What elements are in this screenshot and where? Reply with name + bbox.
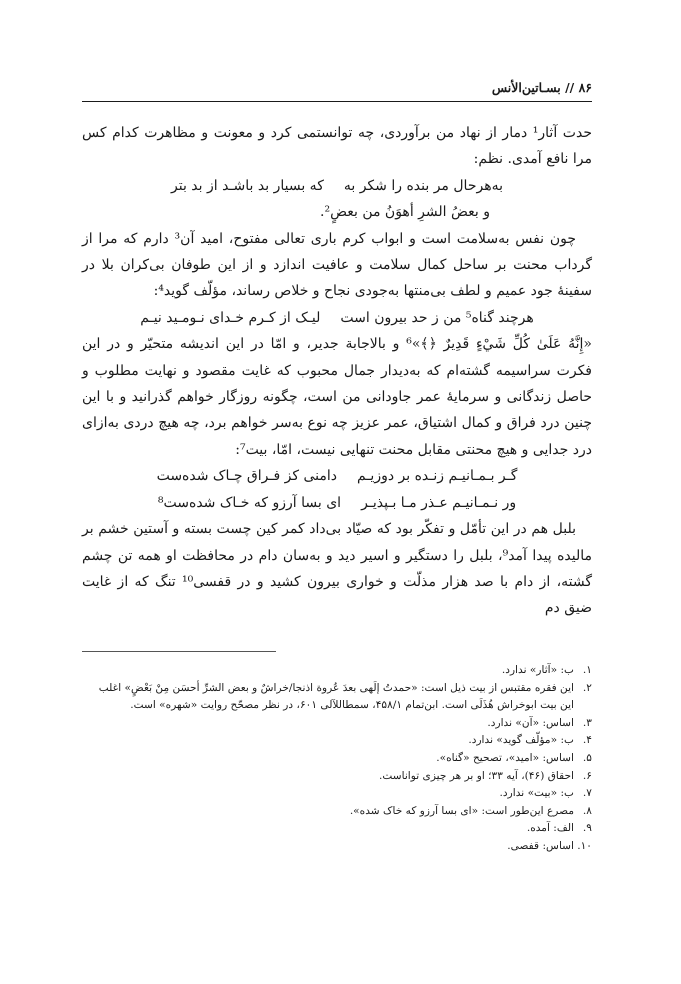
footnote — [82, 715, 592, 733]
verse-4 — [82, 463, 592, 489]
footnote-number: ۵. — [582, 751, 592, 764]
footnote — [82, 785, 592, 803]
verse-1-hemistich-a: به‌هرحال مر بنده را شکر به — [343, 177, 503, 194]
verse-1 — [82, 173, 592, 199]
footnote — [82, 803, 592, 821]
footnotes — [82, 662, 592, 856]
verse-3-hemistich-b: لیـک از کـرم خـدای نـومـید نیـم — [140, 309, 321, 326]
footnote-text: این فقره مقتبس از بیت ذیل است: «حمدتُ إلَهی بعدَ عُروة اذنجا/خراشٌ و بعض الشرِّ أحسَن مِنْ بَعْضٍ» اغلب این بیت ابوخراش هُذَلَی است. ابن‌تمام ۴۵۸/۱، سمطاللآلی ۶۰۱، در نظر مصحّح روایت «شهره» است. — [98, 681, 574, 712]
verse-5-hemistich-b: ای بسا آرزو که خـاک شده‌ست⁸ — [157, 494, 342, 511]
verse-2 — [82, 199, 592, 225]
footnote-text: ب: «مؤلّف گوید» ندارد. — [468, 734, 574, 747]
footnote-number: ۲. — [582, 681, 592, 694]
running-header: ۸۶ // بسـاتین‌الأنس — [491, 80, 592, 95]
footnote-number: ۳. — [582, 716, 592, 729]
verse-5-hemistich-a: ور نـمـانیـم عـذر مـا بـپذیـر — [361, 494, 517, 511]
footnote-text: احقاق (۴۶)، آیه ۳۳؛ او بر هر چیزی تواناست. — [378, 769, 574, 782]
footnote — [82, 838, 592, 856]
footnote — [82, 750, 592, 768]
footnote-number: ۶. — [582, 769, 592, 782]
verse-2-line: و بعضُ الشرِ أهوَنُ من بعضٍ². — [319, 204, 490, 221]
footnote-number: ۷. — [582, 787, 592, 800]
paragraph-2: چون نفس به‌سلامت است و ابواب کرم باری تعالی مفتوح، امید آن³ دارم که مرا از گرداب محنت بر ساحل کمال سلامت و عافیت اندازد و از این طوفان بی‌کران بلا در سفینهٔ جود عمیم و لطف بی‌منتها به‌جودی نجاح و خلاص رساند، مؤلّف گوید⁴: — [82, 230, 592, 300]
footnote-text: ب: «آثار» ندارد. — [501, 664, 574, 676]
footnote — [82, 768, 592, 786]
footnote-separator — [82, 651, 276, 652]
footnote-number: ۹. — [582, 822, 592, 835]
paragraph-4: بلبل هم در این تأمّل و تفکّر بود که صیّاد بی‌داد کمر کین چست بسته و آستین خشم بر مالیده پیدا آمد⁹، بلبل را دستگیر و اسیر دید و به‌سان دام در محافظت او همه تن چشم گشته، از دام با صد هزار مذلّت و خواری بیرون کشید و در قفسی¹⁰ تنگ که از غایت ضیق دم — [82, 521, 593, 617]
footnote-number: ۱. — [582, 664, 592, 676]
footnote-number: ۸. — [582, 804, 592, 817]
verse-1-hemistich-b: که بسیار بد باشـد از بد بتر — [171, 177, 324, 194]
verse-4-hemistich-a: گـر بـمـانیـم زنـده بر دوزیـم — [357, 468, 518, 485]
footnote-number: ۴. — [582, 734, 592, 747]
footnote-text: مصرع این‌طور است: «ای بسا آرزو که خاک شده». — [349, 804, 574, 817]
verse-3 — [82, 305, 592, 331]
verse-4-hemistich-b: دامنی کز فـراق چـاک شده‌ست — [156, 468, 337, 485]
footnote-number: ۱۰. — [577, 839, 592, 852]
paragraph-1: حدت آثار¹ دمار از نهاد من برآوردی، چه توانستمی کرد و معونت و مظاهرت کدام کس مرا نافع آمدی. نظم: — [82, 125, 592, 168]
footnote — [82, 820, 592, 838]
footnote-text: الف: آمده. — [526, 822, 574, 835]
header-rule — [82, 101, 592, 102]
footnote — [82, 662, 592, 680]
footnote-text: اساس: قفصی. — [507, 839, 574, 852]
footnote-text: ب: «بیت» ندارد. — [499, 787, 574, 800]
footnote-text: اساس: «امید»، تصحیح «گناه». — [436, 751, 574, 764]
verse-5 — [82, 490, 592, 516]
main-text — [82, 120, 592, 622]
footnote-text: اساس: «آن» ندارد. — [487, 716, 574, 729]
footnote — [82, 680, 592, 715]
paragraph-3: «إِنَّهُ عَلَىٰ كُلِّ شَيْءٍ قَدِيرٌ ﴿﴾»⁶ و بالاجابة جدیر، و امّا در این اندیشه متحیّر و در این فکرت سراسیمه گشته‌ام که به‌دیدار جمال محبوب که غایت مقصود و نهایت مطلوب و حاصل زندگانی و سرمایهٔ عمر جاودانی من است، چگونه روزگار خواهم گذرانید و با این چنین درد فراق و کمال اشتیاق، عمر عزیز چه نوع به‌سر خواهم برد، چه هیچ دردی به‌ازای درد جدایی و هیچ محنتی مقابل محنت تنهایی نیست، امّا، بیت⁷: — [82, 336, 592, 458]
verse-3-hemistich-a: هرچند گناه⁵ من ز حد بیرون است — [340, 309, 534, 326]
footnote — [82, 732, 592, 750]
